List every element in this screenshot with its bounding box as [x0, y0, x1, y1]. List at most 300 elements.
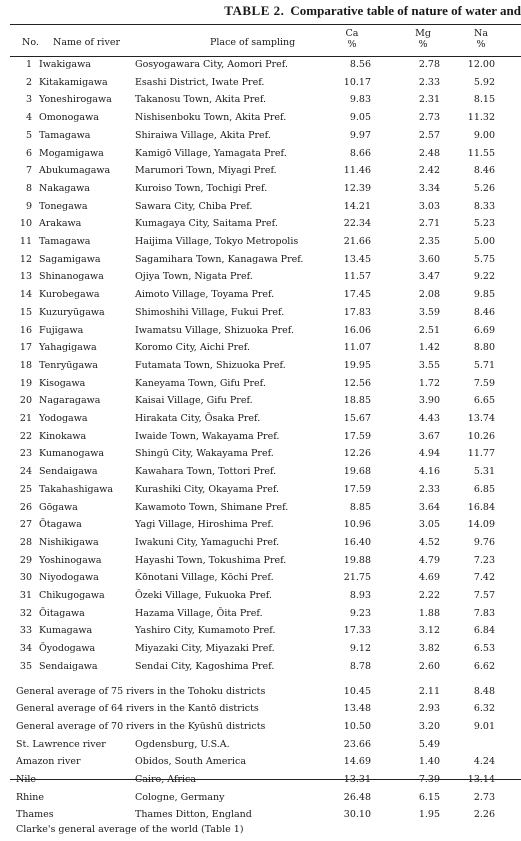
- ca-value: 30.10: [343, 809, 371, 821]
- ca-value: 16.06: [343, 324, 371, 336]
- row-number: 2: [25, 76, 32, 88]
- ca-value: 8.85: [349, 501, 371, 513]
- na-value: 14.09: [467, 519, 495, 531]
- ca-value: 9.83: [349, 94, 371, 106]
- mg-value: 4.94: [418, 448, 440, 460]
- row-number: 10: [19, 218, 32, 230]
- mg-value: 3.59: [418, 306, 440, 318]
- na-value: 12.00: [467, 59, 495, 70]
- header-mg-unit: %: [418, 39, 428, 50]
- header-mg-label: Mg: [415, 28, 431, 39]
- na-value: 10.26: [467, 430, 495, 442]
- na-value: 9.76: [473, 536, 495, 548]
- river-name: Kumagawa: [39, 625, 93, 637]
- row-number: 1: [25, 59, 32, 70]
- ca-value: 11.46: [343, 165, 371, 177]
- table-row: [0, 484, 521, 501]
- row-number: 12: [19, 253, 32, 265]
- sampling-place: Sagamihara Town, Kanagawa Pref.: [135, 253, 304, 265]
- mg-value: 2.93: [418, 703, 440, 715]
- table-row: [0, 625, 521, 642]
- na-value: 2.26: [473, 809, 495, 821]
- row-number: 15: [19, 306, 32, 318]
- sampling-place: Hayashi Town, Tokushima Pref.: [135, 554, 287, 566]
- river-name: Thames: [16, 809, 54, 821]
- na-value: 8.80: [473, 342, 495, 354]
- sampling-place: Ojiya Town, Nigata Pref.: [135, 271, 253, 283]
- table-row: [0, 431, 521, 448]
- river-name: Ōyodogawa: [39, 643, 96, 655]
- sampling-place: Thames Ditton, England: [135, 809, 252, 821]
- header-ca-label: Ca: [345, 28, 359, 39]
- river-name: Nile: [16, 774, 37, 785]
- sampling-place: Sendai City, Kagoshima Pref.: [135, 660, 275, 672]
- river-name: Ōitagawa: [39, 607, 85, 619]
- mg-value: 2.11: [418, 685, 440, 697]
- header-river: Name of river: [53, 37, 120, 48]
- ca-value: 15.67: [343, 413, 371, 424]
- table-row: [0, 661, 521, 678]
- mg-value: 5.49: [418, 738, 440, 750]
- ca-value: 19.68: [343, 466, 371, 478]
- ca-value: 10.96: [343, 519, 371, 531]
- header-na-unit: %: [476, 39, 486, 50]
- na-value: 7.57: [473, 590, 495, 601]
- sampling-place: Gosyogawara City, Aomori Pref.: [135, 59, 288, 70]
- row-number: 25: [19, 483, 32, 495]
- mg-value: 2.78: [418, 59, 440, 70]
- sampling-place: Shingū City, Wakayama Pref.: [135, 448, 274, 460]
- na-value: 5.92: [473, 76, 495, 88]
- mg-value: 3.82: [418, 643, 440, 655]
- ca-value: 8.93: [349, 590, 371, 601]
- mg-value: 3.60: [418, 253, 440, 265]
- river-name: Omonogawa: [39, 112, 99, 124]
- ca-value: 19.88: [343, 554, 371, 566]
- mg-value: 1.40: [418, 756, 440, 768]
- row-number: 7: [25, 165, 32, 177]
- na-value: 2.73: [473, 791, 495, 803]
- sampling-place: Kurashiki City, Okayama Pref.: [135, 483, 280, 495]
- ca-value: 18.85: [343, 395, 371, 407]
- table-row: [0, 608, 521, 625]
- river-name: Tonegawa: [39, 200, 88, 212]
- mg-value: 2.48: [418, 147, 440, 159]
- row-number: 5: [25, 129, 32, 141]
- ca-value: 17.45: [343, 289, 371, 301]
- header-ca: [327, 28, 377, 50]
- sampling-place: Miyazaki City, Miyazaki Pref.: [135, 643, 275, 655]
- river-name: Tenryūgawa: [39, 359, 98, 371]
- na-value: 6.53: [473, 643, 495, 655]
- mg-value: 2.60: [418, 660, 440, 672]
- sampling-place: Hirakata City, Ōsaka Pref.: [135, 413, 261, 424]
- ca-value: 10.50: [343, 720, 371, 732]
- ca-value: 8.56: [349, 59, 371, 70]
- row-number: 24: [19, 466, 32, 478]
- mg-value: 3.03: [418, 200, 440, 212]
- na-value: 8.46: [473, 306, 495, 318]
- river-name: Gōgawa: [39, 501, 78, 513]
- mg-value: 4.69: [418, 572, 440, 584]
- river-name: Arakawa: [39, 218, 82, 230]
- na-value: 9.85: [473, 289, 495, 301]
- mg-value: 1.72: [418, 377, 440, 389]
- mg-value: 3.34: [418, 182, 440, 194]
- na-value: 5.23: [473, 218, 495, 230]
- ca-value: 12.26: [343, 448, 371, 460]
- row-number: 14: [19, 289, 32, 301]
- ca-value: 13.48: [343, 703, 371, 715]
- na-value: 6.69: [473, 324, 495, 336]
- table-row: [0, 378, 521, 395]
- river-name: Chikugogawa: [39, 590, 105, 601]
- row-number: 3: [25, 94, 32, 106]
- na-value: 5.31: [473, 466, 495, 478]
- sampling-place: Kaisai Village, Gifu Pref.: [135, 395, 253, 407]
- row-number: 29: [19, 554, 32, 566]
- ca-value: 12.39: [343, 182, 371, 194]
- mg-value: 1.95: [418, 809, 440, 821]
- table-row: [0, 395, 521, 412]
- row-number: 33: [19, 625, 32, 637]
- row-number: 8: [25, 182, 32, 194]
- row-number: 30: [19, 572, 32, 584]
- river-name: Niyodogawa: [39, 572, 99, 584]
- world-river-row: [0, 739, 521, 756]
- sampling-place: Kumagaya City, Saitama Pref.: [135, 218, 278, 230]
- river-name: Sagamigawa: [39, 253, 101, 265]
- sampling-place: Yagi Village, Hiroshima Pref.: [135, 519, 274, 531]
- sampling-place: Kamigō Village, Yamagata Pref.: [135, 147, 287, 159]
- mg-value: 3.90: [418, 395, 440, 407]
- river-name: Takahashigawa: [39, 483, 114, 495]
- table-row: [0, 448, 521, 465]
- table-row: [0, 165, 521, 182]
- table-row: [0, 112, 521, 129]
- na-value: 8.48: [473, 685, 495, 697]
- table-number: TABLE 2.: [224, 3, 285, 18]
- table-row: [0, 183, 521, 200]
- river-name: Abukumagawa: [39, 165, 111, 177]
- river-name: Kuzuryūgawa: [39, 306, 105, 318]
- ca-value: 11.57: [343, 271, 371, 283]
- table-row: [0, 130, 521, 147]
- mg-value: 3.05: [418, 519, 440, 531]
- river-name: Fujigawa: [39, 324, 84, 336]
- river-name: Tamagawa: [39, 236, 91, 247]
- top-rule: [10, 24, 521, 25]
- mg-value: 2.31: [418, 94, 440, 106]
- sampling-place: Kuroiso Town, Tochigi Pref.: [135, 182, 268, 194]
- table-row: [0, 590, 521, 607]
- ca-value: 8.66: [349, 147, 371, 159]
- sampling-place: Futamata Town, Shizuoka Pref.: [135, 359, 286, 371]
- row-number: 28: [19, 536, 32, 548]
- world-river-row: [0, 774, 521, 791]
- world-river-row: [0, 756, 521, 773]
- row-number: 11: [19, 236, 32, 247]
- sampling-place: Yashiro City, Kumamoto Pref.: [135, 625, 276, 637]
- river-name: Kitakamigawa: [39, 76, 108, 88]
- river-name: Rhine: [16, 791, 45, 803]
- mg-value: 2.42: [418, 165, 440, 177]
- na-value: 5.75: [473, 253, 495, 265]
- mg-value: 2.35: [418, 236, 440, 247]
- sampling-place: Cairo, Africa: [135, 774, 197, 785]
- na-value: 11.77: [467, 448, 495, 460]
- footer-label: Clarke's general average of the world (Table 1): [16, 824, 244, 836]
- header-na-label: Na: [474, 28, 488, 39]
- na-value: 6.84: [473, 625, 495, 637]
- na-value: 8.46: [473, 165, 495, 177]
- mg-value: 6.15: [418, 791, 440, 803]
- mg-value: 3.12: [418, 625, 440, 637]
- river-name: Nakagawa: [39, 182, 90, 194]
- table-row: [0, 307, 521, 324]
- na-value: 4.24: [473, 756, 495, 768]
- row-number: 31: [19, 590, 32, 601]
- sampling-place: Iwakuni City, Yamaguchi Pref.: [135, 536, 280, 548]
- river-name: Mogamigawa: [39, 147, 104, 159]
- ca-value: 16.40: [343, 536, 371, 548]
- row-number: 4: [25, 112, 32, 124]
- sampling-place: Koromo City, Aichi Pref.: [135, 342, 250, 354]
- mg-value: 7.39: [418, 774, 440, 785]
- row-number: 21: [19, 413, 32, 424]
- mg-value: 3.55: [418, 359, 440, 371]
- ca-value: 10.45: [343, 685, 371, 697]
- header-na: [456, 28, 506, 50]
- table-row: [0, 537, 521, 554]
- na-value: 9.00: [473, 129, 495, 141]
- table-row: [0, 502, 521, 519]
- row-number: 32: [19, 607, 32, 619]
- river-name: Kinokawa: [39, 430, 87, 442]
- row-number: 34: [19, 643, 32, 655]
- table-row: [0, 519, 521, 536]
- na-value: 7.23: [473, 554, 495, 566]
- ca-value: 17.33: [343, 625, 371, 637]
- header-no: No.: [22, 37, 39, 48]
- mg-value: 2.33: [418, 483, 440, 495]
- na-value: 8.33: [473, 200, 495, 212]
- river-name: Kurobegawa: [39, 289, 100, 301]
- mg-value: 2.51: [418, 324, 440, 336]
- river-name: St. Lawrence river: [16, 738, 106, 750]
- table-row: [0, 466, 521, 483]
- ca-value: 13.45: [343, 253, 371, 265]
- ca-value: 8.78: [349, 660, 371, 672]
- bottom-rule: [10, 779, 521, 780]
- na-value: 13.14: [467, 774, 495, 785]
- mg-value: 3.20: [418, 720, 440, 732]
- row-number: 26: [19, 501, 32, 513]
- na-value: 16.84: [467, 501, 495, 513]
- mg-value: 2.22: [418, 590, 440, 601]
- ca-value: 17.59: [343, 430, 371, 442]
- sampling-place: Cologne, Germany: [135, 791, 225, 803]
- table-row: [0, 148, 521, 165]
- river-name: Nagaragawa: [39, 395, 101, 407]
- river-name: Yodogawa: [39, 413, 88, 424]
- na-value: 7.59: [473, 377, 495, 389]
- ca-value: 17.59: [343, 483, 371, 495]
- header-place: Place of sampling: [210, 37, 296, 48]
- table-row: [0, 271, 521, 288]
- table-row: [0, 342, 521, 359]
- ca-value: 21.66: [343, 236, 371, 247]
- summary-label: General average of 75 rivers in the Tohoku districts: [16, 685, 266, 697]
- mg-value: 1.88: [418, 607, 440, 619]
- river-name: Kumanogawa: [39, 448, 105, 460]
- sampling-place: Nishisenboku Town, Akita Pref.: [135, 112, 287, 124]
- river-name: Sendaigawa: [39, 660, 98, 672]
- world-river-row: [0, 792, 521, 809]
- ca-value: 21.75: [343, 572, 371, 584]
- river-name: Amazon river: [16, 756, 81, 768]
- mg-value: 2.73: [418, 112, 440, 124]
- mg-value: 2.57: [418, 129, 440, 141]
- summary-label: General average of 64 rivers in the Kantō districts: [16, 703, 259, 715]
- na-value: 9.22: [473, 271, 495, 283]
- row-number: 23: [19, 448, 32, 460]
- table-row: [0, 643, 521, 660]
- na-value: 9.01: [473, 720, 495, 732]
- river-name: Sendaigawa: [39, 466, 98, 478]
- header-rule: [10, 56, 521, 57]
- mg-value: 4.43: [418, 413, 440, 424]
- table-row: [0, 94, 521, 111]
- table-row: [0, 236, 521, 253]
- sampling-place: Obidos, South America: [135, 756, 246, 768]
- row-number: 16: [19, 324, 32, 336]
- row-number: 20: [19, 395, 32, 407]
- sampling-place: Esashi District, Iwate Pref.: [135, 76, 265, 88]
- sampling-place: Marumori Town, Miyagi Pref.: [135, 165, 277, 177]
- river-name: Iwakigawa: [39, 59, 91, 70]
- mg-value: 2.33: [418, 76, 440, 88]
- table-row: [0, 555, 521, 572]
- ca-value: 17.83: [343, 306, 371, 318]
- na-value: 8.15: [473, 94, 495, 106]
- ca-value: 22.34: [343, 218, 371, 230]
- row-number: 6: [25, 147, 32, 159]
- mg-value: 3.64: [418, 501, 440, 513]
- na-value: 11.32: [467, 112, 495, 124]
- table-row: [0, 325, 521, 342]
- row-number: 13: [19, 271, 32, 283]
- river-name: Nishikigawa: [39, 536, 99, 548]
- mg-value: 3.47: [418, 271, 440, 283]
- row-number: 35: [19, 660, 32, 672]
- mg-value: 2.08: [418, 289, 440, 301]
- mg-value: 4.52: [418, 536, 440, 548]
- sampling-place: Sawara City, Chiba Pref.: [135, 200, 253, 212]
- sampling-place: Ogdensburg, U.S.A.: [135, 738, 230, 750]
- ca-value: 9.12: [349, 643, 371, 655]
- sampling-place: Shiraiwa Village, Akita Pref.: [135, 129, 271, 141]
- table-row: [0, 254, 521, 271]
- row-number: 27: [19, 519, 32, 531]
- footer-row: [0, 824, 521, 841]
- summary-row: [0, 686, 521, 703]
- sampling-place: Haijima Village, Tokyo Metropolis: [135, 236, 299, 247]
- na-value: 6.85: [473, 483, 495, 495]
- ca-value: 9.97: [349, 129, 371, 141]
- na-value: 5.00: [473, 236, 495, 247]
- table-title: [0, 3, 521, 19]
- ca-value: 10.17: [343, 76, 371, 88]
- table-row: [0, 289, 521, 306]
- ca-value: 11.07: [343, 342, 371, 354]
- river-name: Yoneshirogawa: [39, 94, 112, 106]
- row-number: 19: [19, 377, 32, 389]
- river-name: Kisogawa: [39, 377, 86, 389]
- table-row: [0, 59, 521, 76]
- ca-value: 9.05: [349, 112, 371, 124]
- mg-value: 4.16: [418, 466, 440, 478]
- na-value: 5.26: [473, 182, 495, 194]
- sampling-place: Iwaide Town, Wakayama Pref.: [135, 430, 280, 442]
- river-name: Ōtagawa: [39, 519, 82, 531]
- header-mg: [398, 28, 448, 50]
- summary-row: [0, 721, 521, 738]
- ca-value: 23.66: [343, 738, 371, 750]
- ca-value: 14.21: [343, 200, 371, 212]
- na-value: 5.71: [473, 359, 495, 371]
- ca-value: 12.56: [343, 377, 371, 389]
- sampling-place: Aimoto Village, Toyama Pref.: [135, 289, 275, 301]
- na-value: 6.65: [473, 395, 495, 407]
- summary-label: General average of 70 rivers in the Kyūshū districts: [16, 720, 266, 732]
- na-value: 6.62: [473, 660, 495, 672]
- river-name: Yahagigawa: [39, 342, 97, 354]
- table-row: [0, 572, 521, 589]
- river-name: Yoshinogawa: [39, 554, 102, 566]
- row-number: 18: [19, 359, 32, 371]
- summary-row: [0, 703, 521, 720]
- na-value: 13.74: [467, 413, 495, 424]
- sampling-place: Ōzeki Village, Fukuoka Pref.: [135, 590, 272, 601]
- na-value: 6.32: [473, 703, 495, 715]
- ca-value: 13.31: [343, 774, 371, 785]
- table-row: [0, 360, 521, 377]
- mg-value: 3.67: [418, 430, 440, 442]
- na-value: 7.42: [473, 572, 495, 584]
- table-caption: Comparative table of nature of water and: [290, 3, 521, 18]
- row-number: 22: [19, 430, 32, 442]
- sampling-place: Kawamoto Town, Shimane Pref.: [135, 501, 289, 513]
- sampling-place: Shimoshihi Village, Fukui Pref.: [135, 306, 285, 318]
- river-name: Tamagawa: [39, 129, 91, 141]
- mg-value: 2.71: [418, 218, 440, 230]
- table-row: [0, 201, 521, 218]
- sampling-place: Kōnotani Village, Kōchi Pref.: [135, 572, 274, 584]
- mg-value: 1.42: [418, 342, 440, 354]
- header-ca-unit: %: [347, 39, 357, 50]
- sampling-place: Takanosu Town, Akita Pref.: [135, 94, 267, 106]
- sampling-place: Iwamatsu Village, Shizuoka Pref.: [135, 324, 294, 336]
- na-value: 11.55: [467, 147, 495, 159]
- na-value: 7.83: [473, 607, 495, 619]
- table-row: [0, 413, 521, 430]
- sampling-place: Kawahara Town, Tottori Pref.: [135, 466, 277, 478]
- ca-value: 26.48: [343, 791, 371, 803]
- river-name: Shinanogawa: [39, 271, 104, 283]
- table-row: [0, 218, 521, 235]
- ca-value: 14.69: [343, 756, 371, 768]
